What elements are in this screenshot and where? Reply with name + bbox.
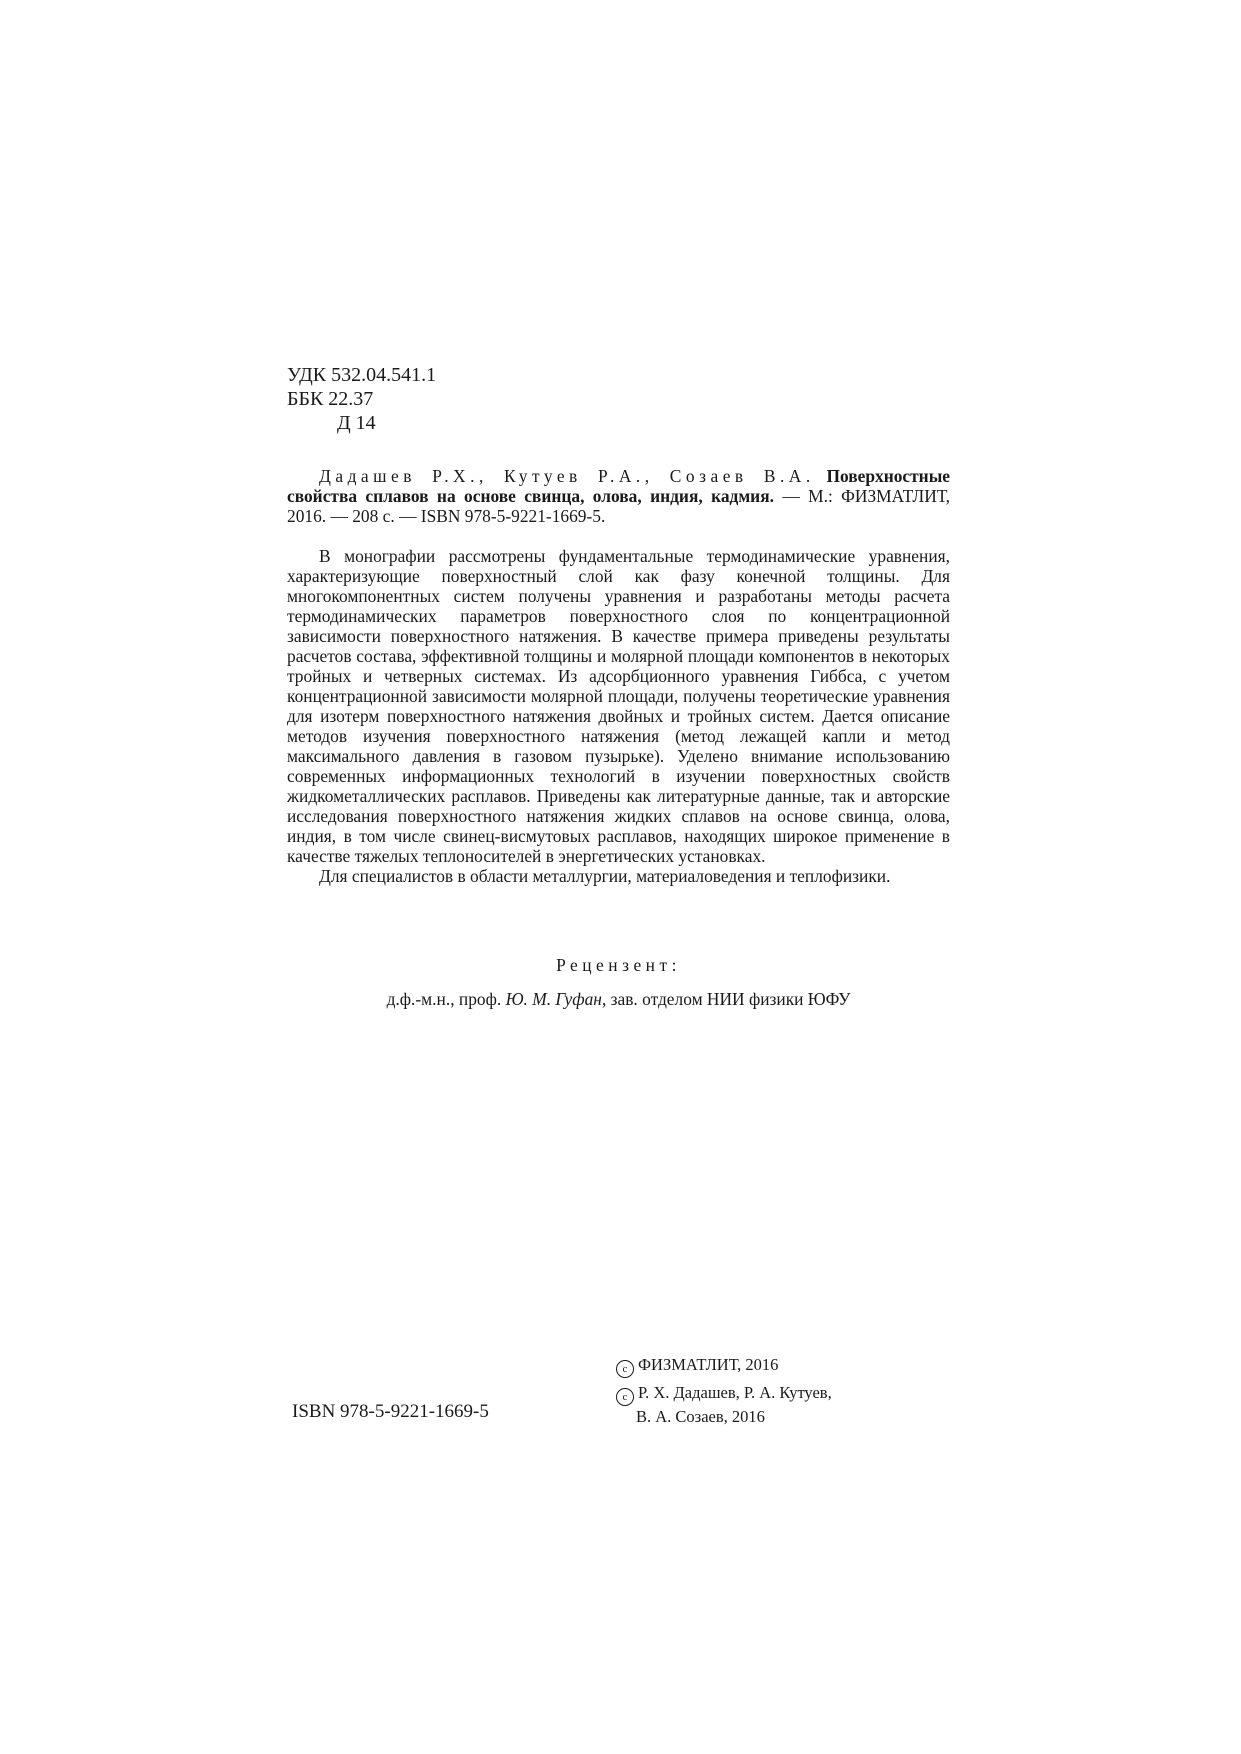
copyright-publisher (616, 1354, 832, 1378)
reviewer-info (287, 988, 950, 1010)
reviewer-name: Ю. М. Гуфан (505, 989, 602, 1009)
isbn-number: ISBN 978-5-9221-1669-5 (292, 1401, 489, 1422)
imprint: — М.: ФИЗМАТЛИТ, 2016. — 208 с. — ISBN 978-5-9221-1669-5. (287, 486, 950, 526)
copyright-icon: c (616, 1360, 634, 1378)
reviewer-heading: Рецензент: (556, 955, 681, 975)
copyright-authors-line-2: В. А. Созаев, 2016 (636, 1407, 765, 1426)
abstract (287, 546, 950, 886)
copyright-authors-line-1: Р. Х. Дадашев, Р. А. Кутуев, (638, 1383, 832, 1402)
reviewer-suffix: , зав. отделом НИИ физики ЮФУ (601, 989, 851, 1009)
copyright-authors (616, 1382, 832, 1428)
book-title: Поверхностные свойства сплавов на основе свинца, олова, индия, кадмия. (287, 466, 950, 506)
author-mark: Д 14 (337, 412, 376, 434)
authors: Дадашев Р.Х., Кутуев Р.А., Созаев В.А. (319, 466, 815, 486)
classification-codes (287, 363, 436, 435)
copyright-block (616, 1354, 832, 1432)
abstract-paragraph-2: Для специалистов в области металлургии, материаловедения и теплофизики. (319, 866, 891, 886)
reviewer-prefix: д.ф.-м.н., проф. (386, 989, 502, 1009)
udk-code: УДК 532.04.541.1 (287, 364, 437, 386)
bibliographic-record (287, 466, 950, 526)
copyright-icon: c (616, 1388, 634, 1406)
copyright-publisher-text: ФИЗМАТЛИТ, 2016 (638, 1355, 779, 1374)
bbk-code: ББК 22.37 (287, 388, 374, 410)
abstract-paragraph-1: В монографии рассмотрены фундаментальные термодинамические уравнения, характеризующие поверхностный слой как фазу конечной толщины. Для многокомпонентных систем получены уравнения и разработаны методы расчета термодинамических параметров поверхностного слоя по концентрационной зависимости поверхностного натяжения. В качестве примера приведены результаты расчетов состава, эффективной толщины и молярной площади компонентов в некоторых тройных и четверных системах. Из адсорбционного уравнения Гиббса, с учетом концентрационной зависимости молярной площади, получены теоретические уравнения для изотерм поверхностного натяжения двойных и тройных систем. Дается описание методов изучения поверхностного натяжения (метод лежащей капли и метод максимального давления в газовом пузырьке). Уделено внимание использованию современных информационных технологий в изучении поверхностных свойств жидкометаллических расплавов. Приведены как литературные данные, так и авторские исследования поверхностного натяжения жидких сплавов на основе свинца, олова, индия, в том числе свинец-висмутовых расплавов, находящих широкое применение в качестве тяжелых теплоносителей в энергетических установках. (287, 546, 950, 866)
